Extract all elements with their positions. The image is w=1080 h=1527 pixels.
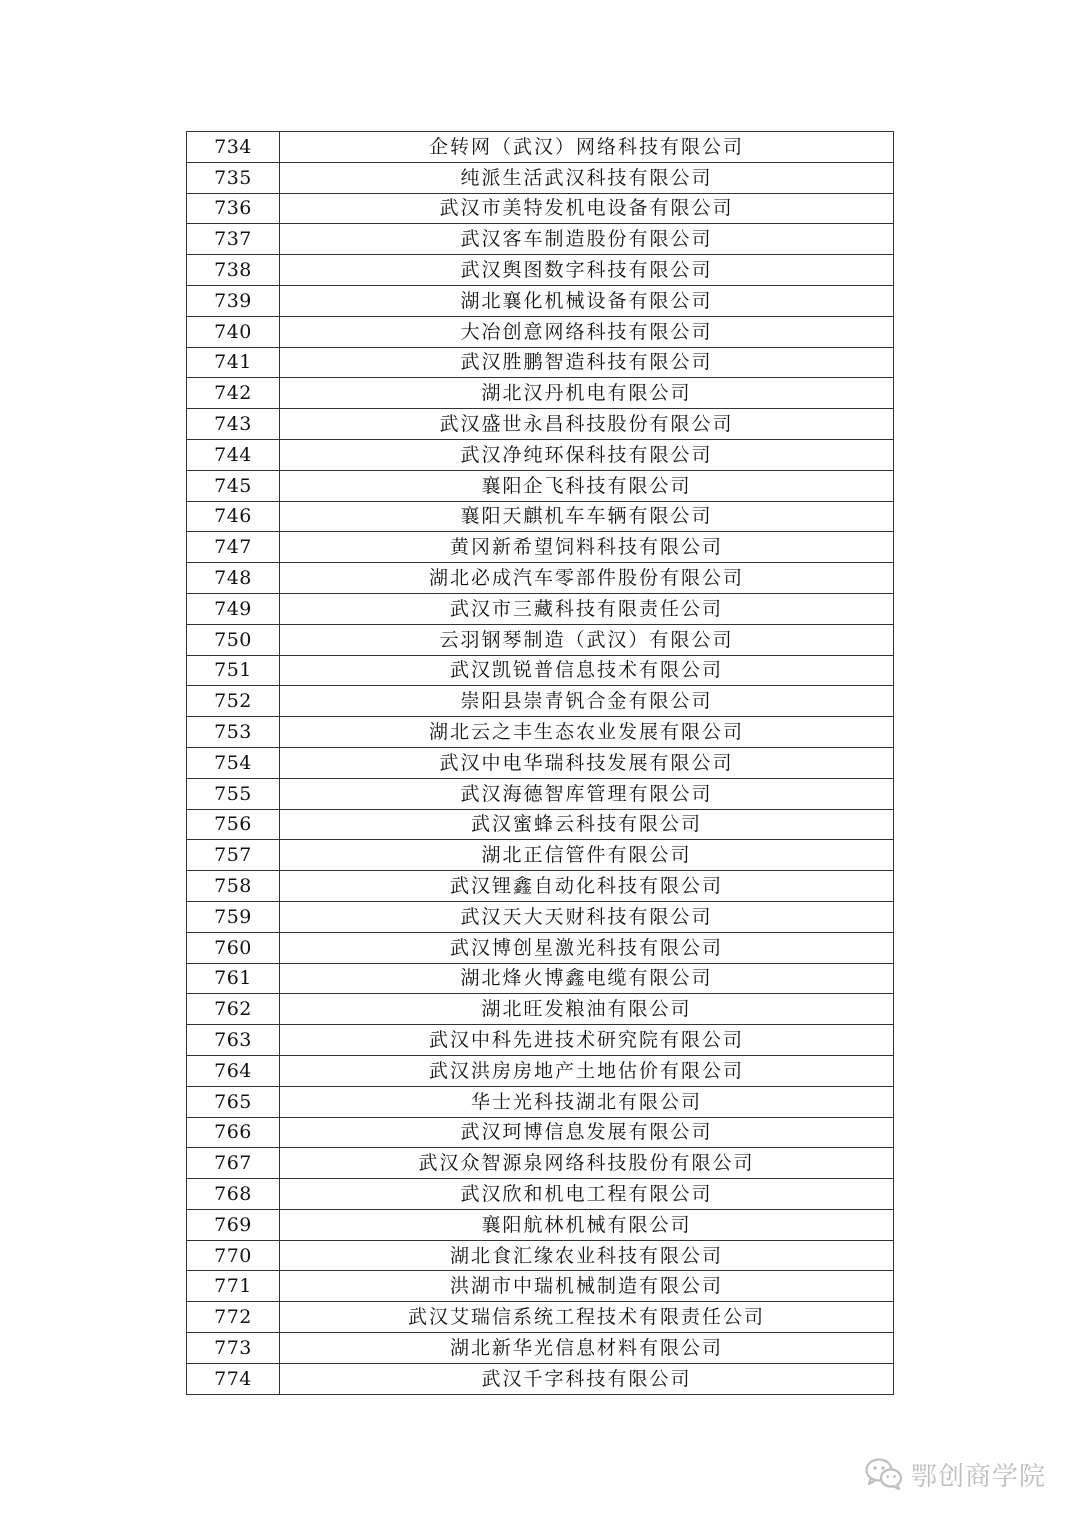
row-number: 748 <box>187 563 280 594</box>
row-number: 758 <box>187 871 280 902</box>
company-name: 襄阳天麒机车车辆有限公司 <box>280 501 894 532</box>
table-row <box>187 1025 894 1056</box>
row-number: 770 <box>187 1240 280 1271</box>
table-row <box>187 1209 894 1240</box>
row-number: 772 <box>187 1302 280 1333</box>
wechat-icon <box>865 1457 903 1491</box>
table-row <box>187 285 894 316</box>
table-row <box>187 193 894 224</box>
company-name: 武汉锂鑫自动化科技有限公司 <box>280 871 894 902</box>
table-row <box>187 1271 894 1302</box>
row-number: 746 <box>187 501 280 532</box>
company-name: 武汉蜜蜂云科技有限公司 <box>280 809 894 840</box>
table-row <box>187 501 894 532</box>
table-row <box>187 686 894 717</box>
company-name: 武汉艾瑞信系统工程技术有限责任公司 <box>280 1302 894 1333</box>
table-row <box>187 871 894 902</box>
company-name: 武汉盛世永昌科技股份有限公司 <box>280 409 894 440</box>
table-row <box>187 224 894 255</box>
row-number: 771 <box>187 1271 280 1302</box>
row-number: 750 <box>187 624 280 655</box>
table-row <box>187 593 894 624</box>
row-number: 753 <box>187 717 280 748</box>
row-number: 757 <box>187 840 280 871</box>
company-name: 武汉中科先进技术研究院有限公司 <box>280 1025 894 1056</box>
table-row <box>187 532 894 563</box>
company-name: 武汉市三藏科技有限责任公司 <box>280 593 894 624</box>
table-row <box>187 470 894 501</box>
company-name: 武汉众智源泉网络科技股份有限公司 <box>280 1148 894 1179</box>
company-name: 黄冈新希望饲料科技有限公司 <box>280 532 894 563</box>
company-name: 崇阳县崇青钒合金有限公司 <box>280 686 894 717</box>
row-number: 742 <box>187 378 280 409</box>
company-name: 武汉舆图数字科技有限公司 <box>280 255 894 286</box>
company-name: 云羽钢琴制造（武汉）有限公司 <box>280 624 894 655</box>
table-row <box>187 840 894 871</box>
company-name: 武汉海德智库管理有限公司 <box>280 778 894 809</box>
company-name: 武汉净纯环保科技有限公司 <box>280 439 894 470</box>
row-number: 769 <box>187 1209 280 1240</box>
table-row <box>187 563 894 594</box>
company-name: 武汉洪房房地产土地估价有限公司 <box>280 1055 894 1086</box>
table-row <box>187 655 894 686</box>
table-row <box>187 1148 894 1179</box>
table-row <box>187 717 894 748</box>
row-number: 734 <box>187 132 280 163</box>
row-number: 743 <box>187 409 280 440</box>
row-number: 744 <box>187 439 280 470</box>
company-name: 大冶创意网络科技有限公司 <box>280 316 894 347</box>
row-number: 735 <box>187 162 280 193</box>
table-row <box>187 1363 894 1394</box>
company-name: 湖北旺发粮油有限公司 <box>280 994 894 1025</box>
table-row <box>187 778 894 809</box>
company-name: 洪湖市中瑞机械制造有限公司 <box>280 1271 894 1302</box>
table-row <box>187 378 894 409</box>
company-name: 湖北正信管件有限公司 <box>280 840 894 871</box>
row-number: 751 <box>187 655 280 686</box>
table-row <box>187 1117 894 1148</box>
row-number: 762 <box>187 994 280 1025</box>
table-row <box>187 1302 894 1333</box>
company-name: 武汉胜鹏智造科技有限公司 <box>280 347 894 378</box>
table-row <box>187 901 894 932</box>
company-name: 武汉博创星激光科技有限公司 <box>280 932 894 963</box>
table-row <box>187 747 894 778</box>
row-number: 745 <box>187 470 280 501</box>
company-name: 武汉千字科技有限公司 <box>280 1363 894 1394</box>
row-number: 774 <box>187 1363 280 1394</box>
company-name: 湖北烽火博鑫电缆有限公司 <box>280 963 894 994</box>
company-name: 湖北襄化机械设备有限公司 <box>280 285 894 316</box>
company-name: 襄阳企飞科技有限公司 <box>280 470 894 501</box>
watermark-text: 鄂创商学院 <box>910 1461 1046 1492</box>
table-row <box>187 1240 894 1271</box>
table-row <box>187 316 894 347</box>
company-name: 湖北云之丰生态农业发展有限公司 <box>280 717 894 748</box>
table-row <box>187 132 894 163</box>
row-number: 767 <box>187 1148 280 1179</box>
table-row <box>187 347 894 378</box>
row-number: 741 <box>187 347 280 378</box>
company-name: 武汉凯锐普信息技术有限公司 <box>280 655 894 686</box>
row-number: 747 <box>187 532 280 563</box>
table-row <box>187 255 894 286</box>
table-row <box>187 439 894 470</box>
table-row <box>187 994 894 1025</box>
company-name: 武汉珂博信息发展有限公司 <box>280 1117 894 1148</box>
company-name: 武汉市美特发机电设备有限公司 <box>280 193 894 224</box>
table-row <box>187 1055 894 1086</box>
company-name: 湖北新华光信息材料有限公司 <box>280 1333 894 1364</box>
company-name: 华士光科技湖北有限公司 <box>280 1086 894 1117</box>
row-number: 739 <box>187 285 280 316</box>
company-name: 襄阳航林机械有限公司 <box>280 1209 894 1240</box>
row-number: 761 <box>187 963 280 994</box>
row-number: 768 <box>187 1179 280 1210</box>
company-name: 武汉中电华瑞科技发展有限公司 <box>280 747 894 778</box>
table-row <box>187 809 894 840</box>
company-name: 纯派生活武汉科技有限公司 <box>280 162 894 193</box>
row-number: 764 <box>187 1055 280 1086</box>
row-number: 765 <box>187 1086 280 1117</box>
company-name: 湖北食汇缘农业科技有限公司 <box>280 1240 894 1271</box>
row-number: 773 <box>187 1333 280 1364</box>
table-row <box>187 1333 894 1364</box>
table-row <box>187 409 894 440</box>
row-number: 756 <box>187 809 280 840</box>
row-number: 752 <box>187 686 280 717</box>
row-number: 736 <box>187 193 280 224</box>
company-name: 企转网（武汉）网络科技有限公司 <box>280 132 894 163</box>
company-name: 武汉客车制造股份有限公司 <box>280 224 894 255</box>
row-number: 760 <box>187 932 280 963</box>
row-number: 738 <box>187 255 280 286</box>
table-row <box>187 624 894 655</box>
company-list-table <box>186 131 894 1395</box>
company-name: 武汉天大天财科技有限公司 <box>280 901 894 932</box>
company-name: 武汉欣和机电工程有限公司 <box>280 1179 894 1210</box>
row-number: 754 <box>187 747 280 778</box>
table-row <box>187 963 894 994</box>
table-row <box>187 932 894 963</box>
row-number: 763 <box>187 1025 280 1056</box>
company-name: 湖北必成汽车零部件股份有限公司 <box>280 563 894 594</box>
row-number: 759 <box>187 901 280 932</box>
watermark <box>865 1454 1046 1494</box>
row-number: 737 <box>187 224 280 255</box>
row-number: 755 <box>187 778 280 809</box>
table-row <box>187 1179 894 1210</box>
company-name: 湖北汉丹机电有限公司 <box>280 378 894 409</box>
table-row <box>187 162 894 193</box>
table-row <box>187 1086 894 1117</box>
table-body <box>187 132 894 1395</box>
row-number: 740 <box>187 316 280 347</box>
row-number: 766 <box>187 1117 280 1148</box>
row-number: 749 <box>187 593 280 624</box>
